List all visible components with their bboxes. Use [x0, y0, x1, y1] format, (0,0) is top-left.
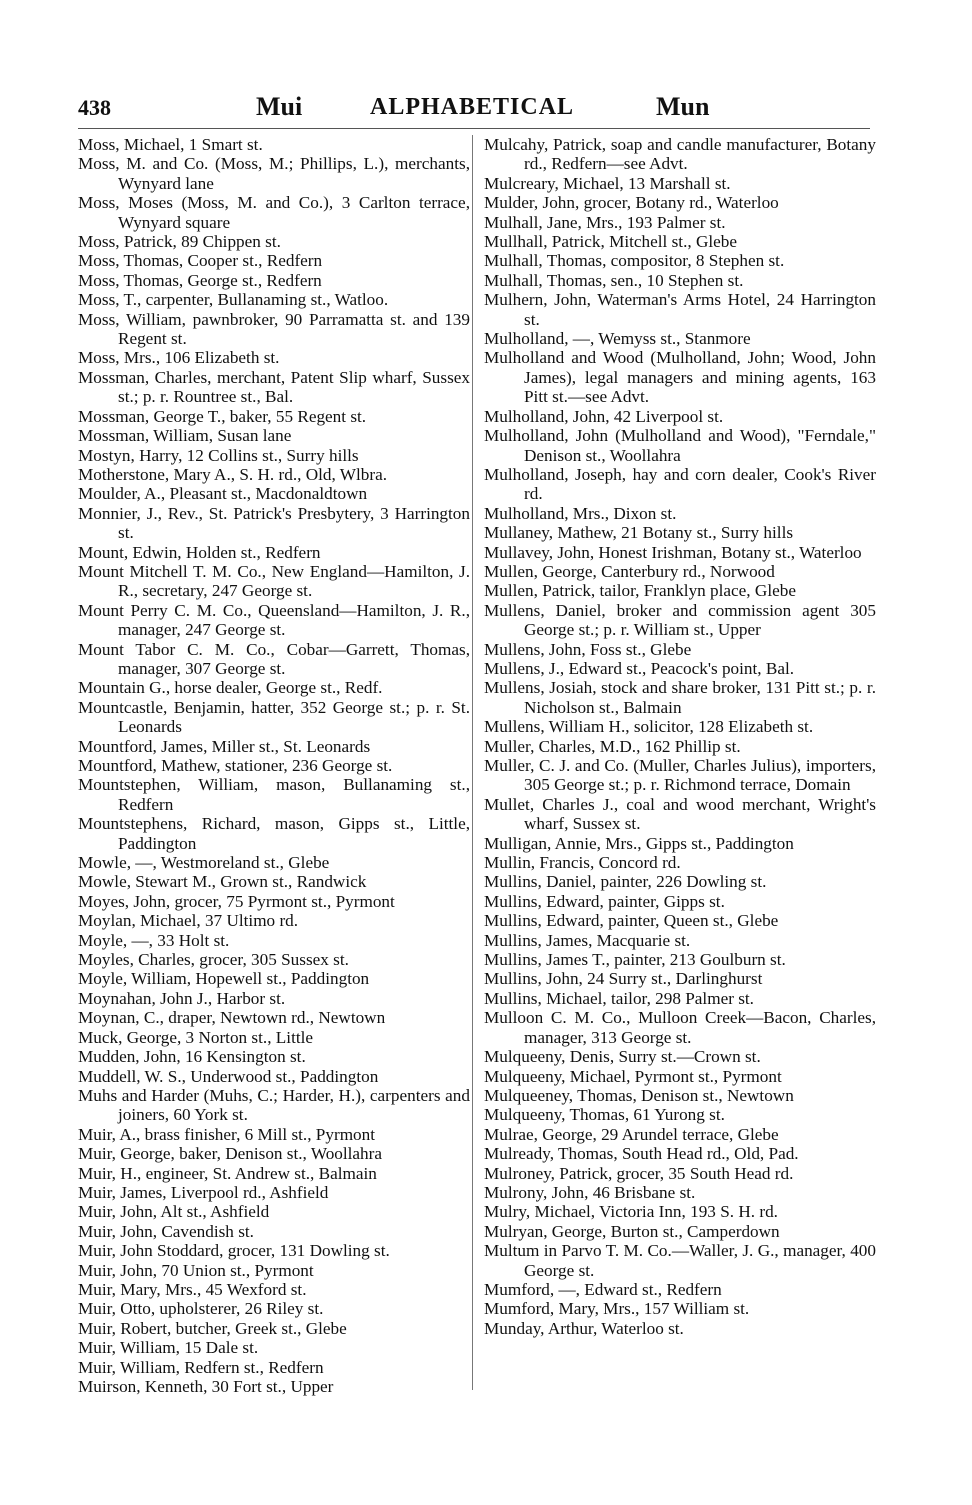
directory-entry: Muck, George, 3 Norton st., Little — [78, 1027, 314, 1047]
right-guide-word: Mun — [656, 92, 710, 121]
directory-entry: Mountford, Mathew, stationer, 236 George st. — [78, 756, 393, 775]
directory-entry: Mullen, Patrick, tailor, Franklyn place, Glebe — [484, 581, 796, 601]
directory-entry: Munday, Arthur, Waterloo st. — [484, 1318, 684, 1338]
directory-entry: Moyles, Charles, grocer, 305 Sussex st. — [78, 950, 349, 970]
directory-entry: Mossman, Charles, merchant, Patent Slip wharf, Sussex st.; p. r. Rountree st., Bal. — [78, 367, 470, 407]
directory-entry: Mudden, John, 16 Kensington st. — [78, 1047, 306, 1067]
directory-entry: Mountain G., horse dealer, George st., Redf. — [78, 678, 383, 698]
page-title: ALPHABETICAL — [370, 94, 575, 120]
directory-entry: Mullens, Daniel, broker and commission agent 305 George st.; p. r. William st., Upper — [484, 600, 876, 640]
directory-entry: Mullins, Edward, painter, Queen st., Glebe — [484, 911, 779, 931]
directory-entry: Muir, John, 70 Union st., Pyrmont — [78, 1260, 314, 1280]
directory-entry: Moss, T., carpenter, Bullanaming st., Watloo. — [78, 290, 389, 310]
directory-entry: Mulligan, Annie, Mrs., Gipps st., Paddington — [484, 833, 794, 853]
directory-entry: Muhs and Harder (Muhs, C.; Harder, H.), carpenters and joiners, 60 York st. — [78, 1085, 470, 1125]
directory-entry: Mulrae, George, 29 Arundel terrace, Glebe — [484, 1124, 779, 1144]
directory-entry: Moyes, John, grocer, 75 Pyrmont st., Pyrmont — [78, 891, 395, 911]
directory-entry: Mullins, James T., painter, 213 Goulburn st. — [484, 950, 786, 970]
directory-entry: Mostyn, Harry, 12 Collins st., Surry hills — [78, 445, 359, 465]
directory-entry: Mulholland, John, 42 Liverpool st. — [484, 406, 724, 426]
directory-entry: Moyle, William, Hopewell st., Paddington — [78, 969, 370, 989]
directory-entry: Mount Mitchell T. M. Co., New England—Hamilton, J. R., secretary, 247 George st. — [78, 561, 470, 601]
directory-entry: Muir, William, 15 Dale st. — [78, 1338, 259, 1358]
directory-entry: Muir, John, Cavendish st. — [78, 1221, 254, 1241]
directory-entry: Moss, Patrick, 89 Chippen st. — [78, 232, 281, 252]
column-divider — [472, 135, 473, 1390]
directory-entry: Mumford, Mary, Mrs., 157 William st. — [484, 1299, 750, 1319]
directory-entry: Mullens, William H., solicitor, 128 Elizabeth st. — [484, 717, 814, 737]
directory-entry: Mullens, John, Foss st., Glebe — [484, 639, 692, 659]
directory-entry: Monnier, J., Rev., St. Patrick's Presbytery, 3 Harrington st. — [78, 503, 470, 543]
directory-entry: Mossman, William, Susan lane — [78, 426, 292, 446]
page-number: 438 — [78, 95, 111, 120]
directory-entry: Mullens, Josiah, stock and share broker, 131 Pitt st.; p. r. Nicholson st., Balmain — [484, 678, 876, 717]
directory-entry: Moss, Michael, 1 Smart st. — [78, 135, 263, 154]
directory-entry: Moulder, A., Pleasant st., Macdonaldtown — [78, 484, 368, 504]
directory-entry: Mulqueeney, Thomas, Denison st., Newtown — [484, 1085, 794, 1105]
directory-entry: Mullins, Daniel, painter, 226 Dowling st. — [484, 872, 767, 892]
directory-entry: Muddell, W. S., Underwood st., Paddington — [78, 1066, 379, 1086]
directory-entry: Mulholland, —, Wemyss st., Stanmore — [484, 329, 751, 349]
directory-entry: Mount, Edwin, Holden st., Redfern — [78, 542, 321, 562]
directory-entry: Mulholland and Wood (Mulholland, John; Wood, John James), legal managers and mining agents, 163 Pitt st.—see Advt. — [484, 348, 876, 407]
directory-entry: Mulqueeny, Thomas, 61 Yurong st. — [484, 1105, 725, 1125]
directory-entry: Mulry, Michael, Victoria Inn, 193 S. H. rd. — [484, 1202, 778, 1222]
directory-entry: Mountstephen, William, mason, Bullanaming st., Redfern — [78, 775, 470, 814]
directory-entry: Moss, William, pawnbroker, 90 Parramatta st. and 139 Regent st. — [78, 309, 470, 349]
directory-entry: Muir, Robert, butcher, Greek st., Glebe — [78, 1318, 347, 1338]
directory-entry: Muir, John Stoddard, grocer, 131 Dowling st. — [78, 1241, 390, 1261]
left-guide-word: Mui — [256, 92, 303, 121]
directory-entry: Mulqueeny, Denis, Surry st.—Crown st. — [484, 1047, 761, 1067]
directory-entry: Mullins, John, 24 Surry st., Darlinghurst — [484, 969, 763, 989]
directory-entry: Mullins, Edward, painter, Gipps st. — [484, 891, 725, 911]
directory-entry: Mulhall, Thomas, sen., 10 Stephen st. — [484, 270, 744, 290]
directory-entry: Muir, James, Liverpool rd., Ashfield — [78, 1182, 329, 1202]
directory-entry: Mount Tabor C. M. Co., Cobar—Garrett, Thomas, manager, 307 George st. — [78, 639, 470, 678]
directory-entry: Mulrony, John, 46 Brisbane st. — [484, 1182, 696, 1202]
directory-entry: Muir, John, Alt st., Ashfield — [78, 1202, 270, 1222]
directory-entry: Moss, Thomas, Cooper st., Redfern — [78, 251, 323, 271]
directory-entry: Mowle, —, Westmoreland st., Glebe — [78, 853, 330, 873]
directory-entry: Mulready, Thomas, South Head rd., Old, Pad. — [484, 1144, 799, 1164]
directory-entry: Mullins, James, Macquarie st. — [484, 930, 691, 950]
directory-entry: Mossman, George T., baker, 55 Regent st. — [78, 406, 367, 426]
directory-entry: Mountstephens, Richard, mason, Gipps st., Little, Paddington — [78, 814, 470, 853]
directory-entry: Multum in Parvo T. M. Co.—Waller, J. G., manager, 400 George st. — [484, 1241, 876, 1280]
directory-entry: Mulhall, Thomas, compositor, 8 Stephen st. — [484, 251, 785, 271]
directory-entry: Mountcastle, Benjamin, hatter, 352 George st.; p. r. St. Leonards — [78, 697, 470, 737]
directory-entry: Mullet, Charles J., coal and wood merchant, Wright's wharf, Sussex st. — [484, 794, 876, 834]
directory-entry: Mumford, —, Edward st., Redfern — [484, 1279, 722, 1299]
directory-entry: Muir, Otto, upholsterer, 26 Riley st. — [78, 1299, 324, 1319]
directory-entry: Muir, H., engineer, St. Andrew st., Balmain — [78, 1163, 377, 1183]
directory-entry: Motherstone, Mary A., S. H. rd., Old, Wlbra. — [78, 464, 388, 484]
directory-entry: Mowle, Stewart M., Grown st., Randwick — [78, 872, 367, 892]
directory-entry: Mullen, George, Canterbury rd., Norwood — [484, 561, 775, 581]
directory-entry: Mulhern, John, Waterman's Arms Hotel, 24 Harrington st. — [484, 290, 876, 329]
page-header — [78, 92, 870, 126]
left-column — [78, 135, 470, 1396]
directory-entry: Mullins, Michael, tailor, 298 Palmer st. — [484, 988, 754, 1008]
directory-entry: Mullin, Francis, Concord rd. — [484, 853, 681, 873]
directory-entry: Moylan, Michael, 37 Ultimo rd. — [78, 911, 299, 931]
directory-entry: Muller, Charles, M.D., 162 Phillip st. — [484, 736, 741, 756]
directory-entry: Mulryan, George, Burton st., Camperdown — [484, 1221, 780, 1241]
directory-entry: Mullens, J., Edward st., Peacock's point, Bal. — [484, 658, 795, 678]
directory-entry: Mount Perry C. M. Co., Queensland—Hamilton, J. R., manager, 247 George st. — [78, 600, 470, 640]
directory-entry: Mulholland, Mrs., Dixon st. — [484, 503, 677, 523]
directory-entry: Mullhall, Patrick, Mitchell st., Glebe — [484, 232, 737, 252]
header-rule — [78, 128, 870, 129]
directory-entry: Muir, George, baker, Denison st., Woollahra — [78, 1144, 383, 1164]
directory-entry: Muir, Mary, Mrs., 45 Wexford st. — [78, 1279, 307, 1299]
directory-entry: Moss, Moses (Moss, M. and Co.), 3 Carlton terrace, Wynyard square — [78, 193, 470, 232]
directory-entry: Mulholland, Joseph, hay and corn dealer, Cook's River rd. — [484, 464, 876, 504]
directory-entry: Moynan, C., draper, Newtown rd., Newtown — [78, 1008, 386, 1028]
directory-entry: Muir, William, Redfern st., Redfern — [78, 1357, 324, 1377]
directory-entry: Moynahan, John J., Harbor st. — [78, 988, 286, 1008]
directory-entry: Moss, Mrs., 106 Elizabeth st. — [78, 348, 280, 368]
directory-entry: Moss, M. and Co. (Moss, M.; Phillips, L.), merchants, Wynyard lane — [78, 154, 470, 193]
directory-entry: Mulcahy, Patrick, soap and candle manufacturer, Botany rd., Redfern—see Advt. — [484, 135, 876, 174]
directory-entry: Moyle, —, 33 Holt st. — [78, 930, 230, 950]
directory-entry: Muirson, Kenneth, 30 Fort st., Upper — [78, 1377, 334, 1396]
directory-entry: Moss, Thomas, George st., Redfern — [78, 270, 322, 290]
directory-entry: Mulholland, John (Mulholland and Wood), "Ferndale," Denison st., Woollahra — [484, 426, 876, 465]
directory-entry: Mullaney, Mathew, 21 Botany st., Surry hills — [484, 523, 794, 543]
directory-entry: Mullavey, John, Honest Irishman, Botany st., Waterloo — [484, 542, 862, 562]
directory-entry: Muir, A., brass finisher, 6 Mill st., Pyrmont — [78, 1124, 376, 1144]
directory-entry: Mulder, John, grocer, Botany rd., Waterloo — [484, 193, 779, 213]
directory-entry: Mulqueeny, Michael, Pyrmont st., Pyrmont — [484, 1066, 782, 1086]
directory-entry: Mulhall, Jane, Mrs., 193 Palmer st. — [484, 212, 726, 232]
directory-entry: Mulroney, Patrick, grocer, 35 South Head rd. — [484, 1163, 794, 1183]
directory-entry: Mountford, James, Miller st., St. Leonards — [78, 736, 371, 756]
right-column — [484, 135, 876, 1338]
directory-entry: Mulcreary, Michael, 13 Marshall st. — [484, 173, 731, 193]
directory-entry: Mulloon C. M. Co., Mulloon Creek—Bacon, Charles, manager, 313 George st. — [484, 1008, 876, 1047]
directory-entry: Muller, C. J. and Co. (Muller, Charles Julius), importers, 305 George st.; p. r. Richmond terrace, Domain — [484, 756, 876, 795]
